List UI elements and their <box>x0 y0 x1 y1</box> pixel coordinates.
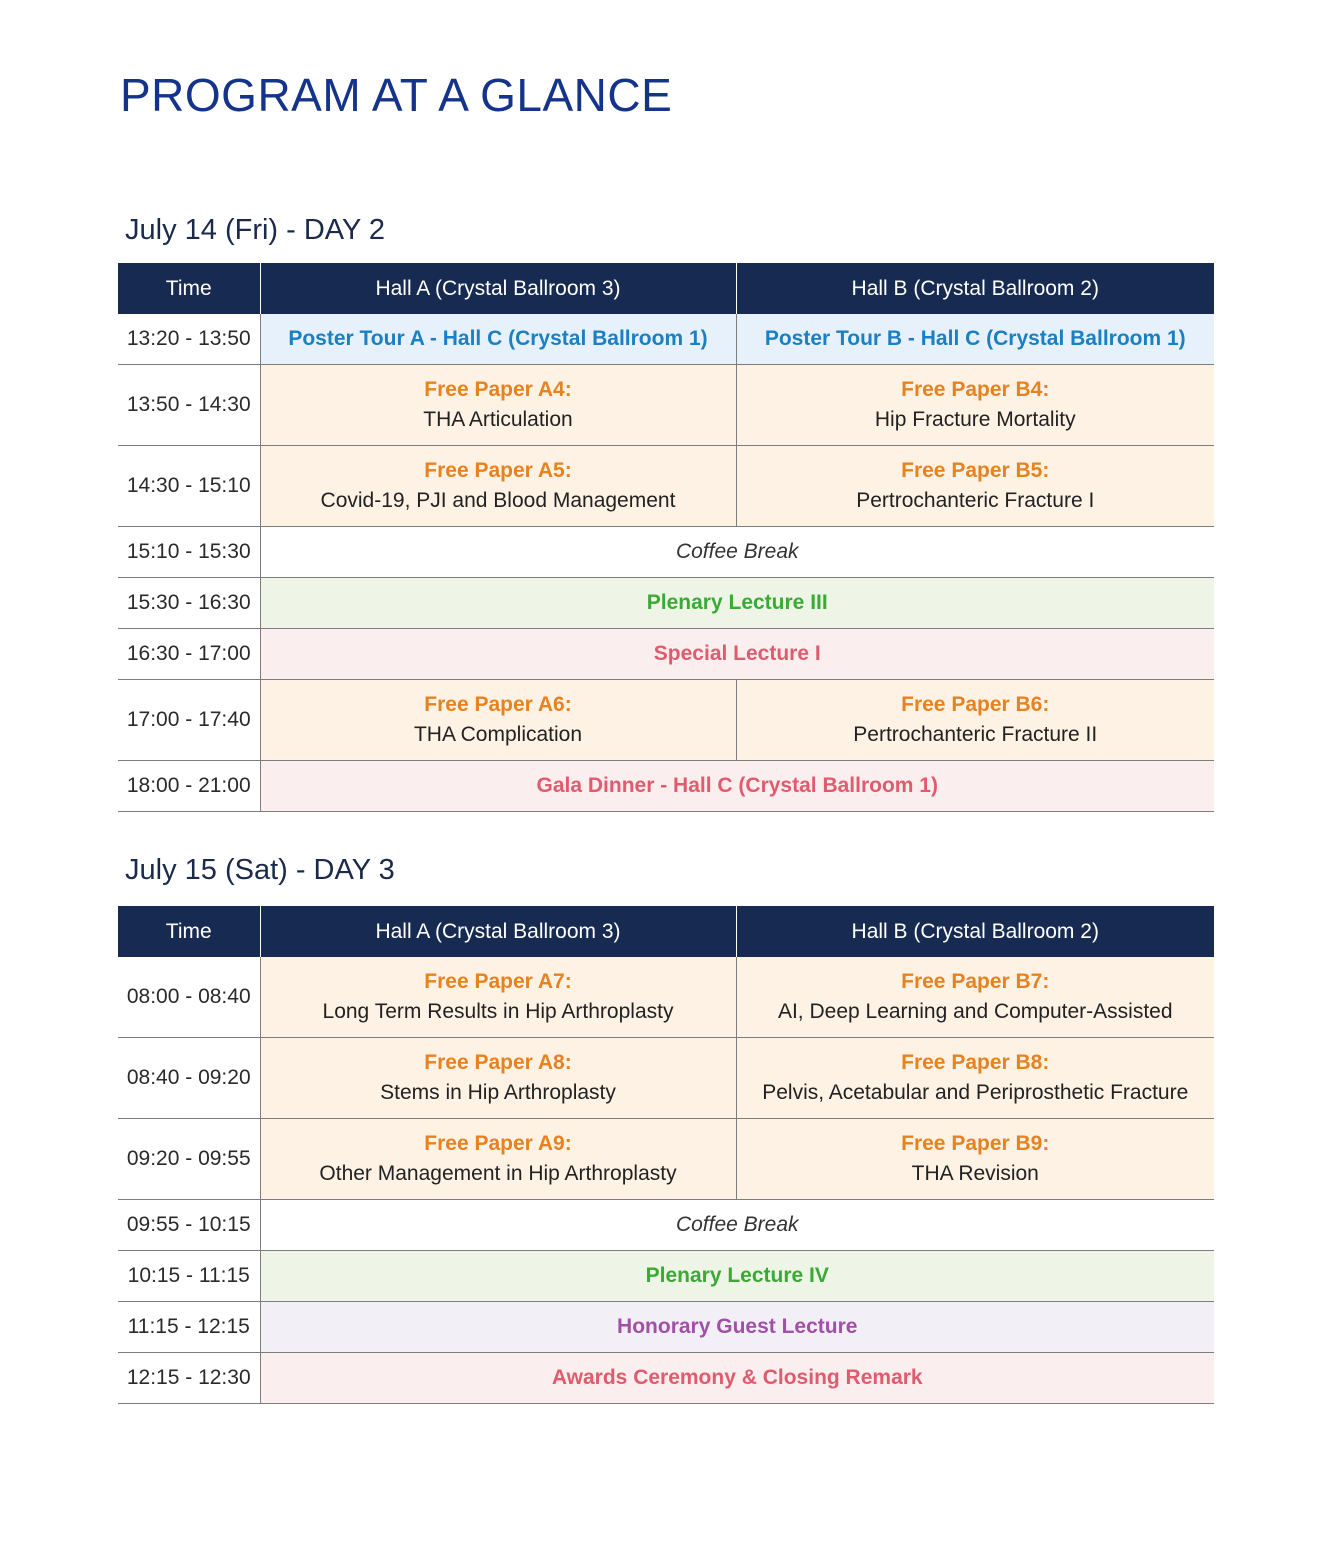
header-hall-a: Hall A (Crystal Ballroom 3) <box>260 263 736 314</box>
table-row <box>118 1038 1214 1119</box>
session-cell <box>260 446 736 527</box>
table-header-row <box>118 906 1214 957</box>
table-row <box>118 680 1214 761</box>
poster-tour-label: Poster Tour A - Hall C (Crystal Ballroom 1) <box>288 327 708 350</box>
table-row <box>118 314 1214 365</box>
free-paper-title: Free Paper B4: <box>901 378 1050 401</box>
header-time: Time <box>118 263 260 314</box>
row-time: 10:15 - 11:15 <box>118 1251 260 1302</box>
awards-ceremony-label: Awards Ceremony & Closing Remark <box>551 1366 923 1389</box>
free-paper-topic: THA Revision <box>911 1162 1039 1185</box>
day2-schedule-table <box>118 263 1214 812</box>
gala-dinner-label: Gala Dinner - Hall C (Crystal Ballroom 1) <box>536 774 938 797</box>
row-time: 13:20 - 13:50 <box>118 314 260 365</box>
header-time: Time <box>118 906 260 957</box>
row-time: 11:15 - 12:15 <box>118 1302 260 1353</box>
row-time: 18:00 - 21:00 <box>118 761 260 812</box>
plenary-lecture-label: Plenary Lecture III <box>646 591 828 614</box>
poster-tour-label: Poster Tour B - Hall C (Crystal Ballroom 1) <box>764 327 1186 350</box>
free-paper-title: Free Paper A7: <box>424 970 572 993</box>
row-time: 15:30 - 16:30 <box>118 578 260 629</box>
session-cell <box>736 680 1214 761</box>
day3-schedule-table <box>118 906 1214 1404</box>
session-cell <box>260 1038 736 1119</box>
row-time: 14:30 - 15:10 <box>118 446 260 527</box>
free-paper-topic: Other Management in Hip Arthroplasty <box>319 1162 677 1185</box>
session-cell <box>260 680 736 761</box>
session-cell <box>260 1302 1214 1353</box>
plenary-lecture-label: Plenary Lecture IV <box>645 1264 829 1287</box>
day3-title: July 15 (Sat) - DAY 3 <box>125 854 395 886</box>
free-paper-topic: Covid-19, PJI and Blood Management <box>320 489 676 512</box>
session-cell <box>260 365 736 446</box>
session-cell <box>736 1119 1214 1200</box>
row-time: 08:40 - 09:20 <box>118 1038 260 1119</box>
free-paper-title: Free Paper B9: <box>901 1132 1050 1155</box>
session-cell <box>260 527 1214 578</box>
row-time: 13:50 - 14:30 <box>118 365 260 446</box>
session-cell <box>260 314 736 365</box>
free-paper-topic: Pelvis, Acetabular and Periprosthetic Fracture <box>762 1081 1189 1104</box>
table-row <box>118 957 1214 1038</box>
free-paper-title: Free Paper B6: <box>901 693 1050 716</box>
session-cell <box>736 365 1214 446</box>
session-cell <box>736 314 1214 365</box>
session-cell <box>260 1353 1214 1404</box>
session-cell <box>736 957 1214 1038</box>
header-hall-b: Hall B (Crystal Ballroom 2) <box>736 906 1214 957</box>
row-time: 16:30 - 17:00 <box>118 629 260 680</box>
free-paper-topic: AI, Deep Learning and Computer-Assisted <box>777 1000 1173 1023</box>
table-row <box>118 365 1214 446</box>
free-paper-title: Free Paper A4: <box>424 378 572 401</box>
free-paper-topic: Pertrochanteric Fracture II <box>853 723 1098 746</box>
free-paper-title: Free Paper B7: <box>901 970 1050 993</box>
session-cell <box>260 1119 736 1200</box>
special-lecture-label: Special Lecture I <box>653 642 821 665</box>
free-paper-title: Free Paper A5: <box>424 459 572 482</box>
free-paper-topic: THA Articulation <box>423 408 573 431</box>
session-cell <box>260 1251 1214 1302</box>
row-time: 09:20 - 09:55 <box>118 1119 260 1200</box>
free-paper-title: Free Paper A6: <box>424 693 572 716</box>
header-hall-b: Hall B (Crystal Ballroom 2) <box>736 263 1214 314</box>
table-row <box>118 527 1214 578</box>
table-row <box>118 446 1214 527</box>
page-title: PROGRAM AT A GLANCE <box>120 69 673 121</box>
coffee-break-label: Coffee Break <box>675 540 799 563</box>
session-cell <box>736 1038 1214 1119</box>
row-time: 12:15 - 12:30 <box>118 1353 260 1404</box>
table-row <box>118 629 1214 680</box>
session-cell <box>260 629 1214 680</box>
session-cell <box>260 761 1214 812</box>
table-row <box>118 1200 1214 1251</box>
table-row <box>118 1302 1214 1353</box>
free-paper-topic: Stems in Hip Arthroplasty <box>380 1081 616 1104</box>
table-row <box>118 1353 1214 1404</box>
row-time: 08:00 - 08:40 <box>118 957 260 1038</box>
session-cell <box>260 1200 1214 1251</box>
row-time: 17:00 - 17:40 <box>118 680 260 761</box>
row-time: 09:55 - 10:15 <box>118 1200 260 1251</box>
table-row <box>118 761 1214 812</box>
row-time: 15:10 - 15:30 <box>118 527 260 578</box>
session-cell <box>736 446 1214 527</box>
session-cell <box>260 957 736 1038</box>
session-cell <box>260 578 1214 629</box>
table-header-row <box>118 263 1214 314</box>
table-row <box>118 1251 1214 1302</box>
free-paper-topic: THA Complication <box>413 723 583 746</box>
table-row <box>118 578 1214 629</box>
free-paper-title: Free Paper A8: <box>424 1051 572 1074</box>
coffee-break-label: Coffee Break <box>675 1213 799 1236</box>
free-paper-topic: Pertrochanteric Fracture I <box>856 489 1095 512</box>
honorary-lecture-label: Honorary Guest Lecture <box>617 1315 858 1338</box>
free-paper-title: Free Paper B5: <box>901 459 1050 482</box>
free-paper-topic: Long Term Results in Hip Arthroplasty <box>322 1000 674 1023</box>
free-paper-title: Free Paper B8: <box>901 1051 1050 1074</box>
table-row <box>118 1119 1214 1200</box>
day2-title: July 14 (Fri) - DAY 2 <box>125 214 385 246</box>
header-hall-a: Hall A (Crystal Ballroom 3) <box>260 906 736 957</box>
free-paper-title: Free Paper A9: <box>424 1132 572 1155</box>
free-paper-topic: Hip Fracture Mortality <box>874 408 1076 431</box>
